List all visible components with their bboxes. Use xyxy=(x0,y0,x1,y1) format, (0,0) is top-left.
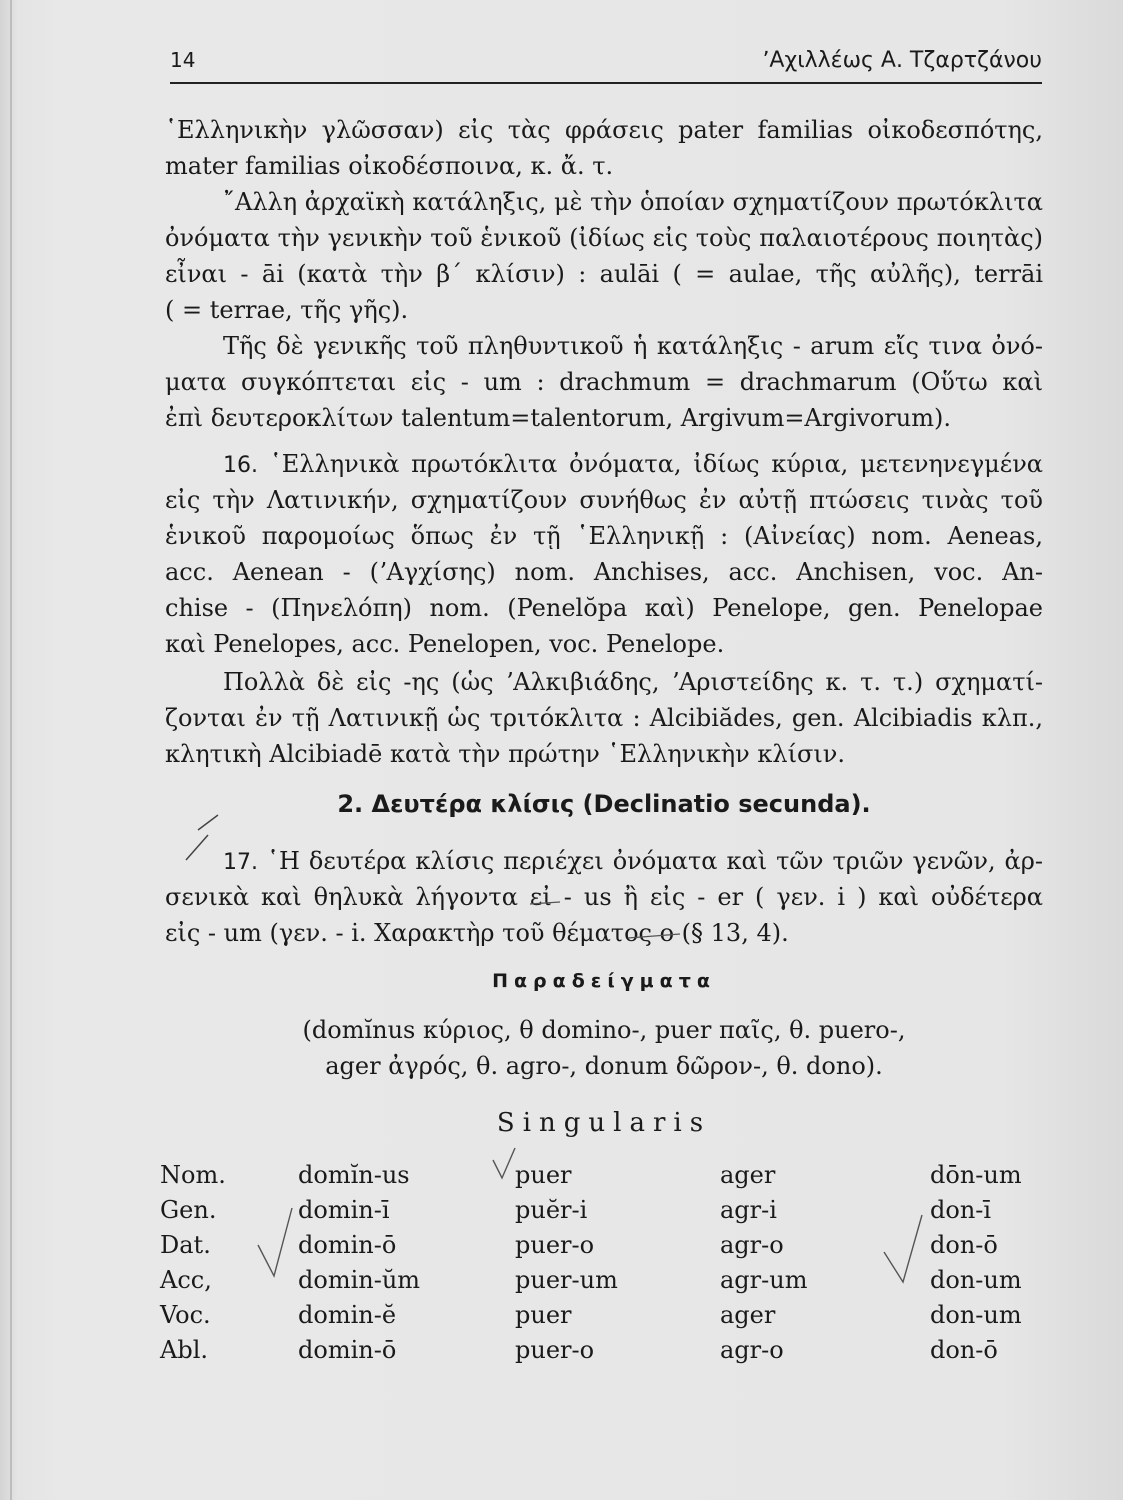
text-line: ζονται ἐν τῇ Λατινικῇ ὡς τριτόκλιτα : Alcibiădes, gen. Alcibiadis κλπ., xyxy=(165,704,1043,732)
text-line: εἶναι - āi (κατὰ τὴν β΄ κλίσιν) : aulāi ( = aulae, τῆς αὐλῆς), terrāi xyxy=(165,260,1043,288)
section-number: 16. xyxy=(223,453,258,478)
text-line: ὀνόματα τὴν γενικὴν τοῦ ἑνικοῦ (ἰδίως εἰς τοὺς παλαιοτέρους ποιητὰς) xyxy=(165,224,1043,252)
puer-form: puer xyxy=(515,1301,572,1329)
donum-form: dōn-um xyxy=(930,1161,1022,1189)
puer-form: puer-o xyxy=(515,1231,595,1259)
text-line: ἐπὶ δευτεροκλίτων talentum=talentorum, Argivum=Argivorum). xyxy=(165,404,951,432)
donum-form: don-ō xyxy=(930,1231,998,1259)
ager-form: ager xyxy=(720,1301,776,1329)
ager-form: agr-um xyxy=(720,1266,808,1294)
case-label: Acc, xyxy=(160,1266,212,1294)
text-line: Τῆς δὲ γενικῆς τοῦ πληθυντικοῦ ἡ κατάληξις - arum εἴς τινα ὀνό- xyxy=(223,332,1043,360)
text-line: acc. Aenean - (ʼΑγχίσης) nom. Anchises, acc. Anchisen, voc. An- xyxy=(165,558,1043,586)
text-span: ῾Ελληνικὰ πρωτόκλιτα ὀνόματα, ἰδίως κύρια, μετενηνεγμένα xyxy=(269,450,1043,478)
dominus-form: domin-ō xyxy=(298,1231,397,1259)
text-line: Πολλὰ δὲ εἰς -ης (ὡς ʼΑλκιβιάδης, ʼΑριστείδης κ. τ. τ.) σχηματί- xyxy=(223,668,1043,696)
text-line: καὶ Penelopes, acc. Penelopen, voc. Penelope. xyxy=(165,630,725,658)
dominus-form: domin-ĕ xyxy=(298,1301,397,1329)
table-row xyxy=(160,1158,1045,1193)
section-heading: 2. Δευτέρα κλίσις (Declinatio secunda). xyxy=(337,790,871,818)
table-row xyxy=(160,1333,1045,1368)
puer-form: puĕr-i xyxy=(515,1196,588,1224)
donum-form: don-um xyxy=(930,1266,1022,1294)
case-label: Dat. xyxy=(160,1231,211,1259)
dominus-form: domin-ŭm xyxy=(298,1266,421,1294)
page-edge xyxy=(10,0,12,1500)
main-text xyxy=(165,112,1043,772)
table-row xyxy=(160,1193,1045,1228)
text-line: εἰς τὴν Λατινικήν, σχηματίζουν συνήθως ἐν αὐτῇ πτώσεις τινὰς τοῦ xyxy=(165,486,1043,514)
puer-form: puer xyxy=(515,1161,572,1189)
text-line: ἑνικοῦ παρομοίως ὅπως ἐν τῇ ῾Ελληνικῇ : (Αἰνείας) nom. Aeneas, xyxy=(165,522,1043,550)
text-line: ματα συγκόπτεται εἰς - um : drachmum = drachmarum (Οὕτω καὶ xyxy=(165,368,1043,396)
case-label: Gen. xyxy=(160,1196,217,1224)
text-line: mater familias οἰκοδέσποινα, κ. ἄ. τ. xyxy=(165,152,614,180)
text-line: εἰς - um (γεν. - i. Χαρακτὴρ τοῦ θέματος o (§ 13, 4). xyxy=(165,919,789,947)
text-line: κλητικὴ Alcibiadē κατὰ τὴν πρώτην ῾Ελληνικὴν κλίσιν. xyxy=(165,740,846,768)
ager-form: agr-i xyxy=(720,1196,777,1224)
dominus-form: domĭn-us xyxy=(298,1161,410,1189)
ager-form: agr-o xyxy=(720,1336,784,1364)
dominus-form: domin-ō xyxy=(298,1336,397,1364)
text-line: chise - (Πηνελόπη) nom. (Penelŏpa καὶ) Penelope, gen. Penelopae xyxy=(165,594,1043,622)
case-label: Voc. xyxy=(160,1301,211,1329)
ager-form: ager xyxy=(720,1161,776,1189)
donum-form: don-ī xyxy=(930,1196,992,1224)
table-title: Singularis xyxy=(496,1108,712,1138)
examples-heading: Παραδείγματα xyxy=(492,970,716,992)
text-span: ῾Η δευτέρα κλίσις περιέχει ὀνόματα καὶ τῶν τριῶν γενῶν, ἀρ- xyxy=(266,847,1043,875)
section-17-first-line xyxy=(165,843,1043,879)
example-line: ager ἀγρός, θ. agro-, donum δῶρον-, θ. dono). xyxy=(325,1052,883,1080)
table-row xyxy=(160,1228,1045,1263)
case-label: Nom. xyxy=(160,1161,226,1189)
section-16-first-line xyxy=(165,446,1043,482)
ager-form: agr-o xyxy=(720,1231,784,1259)
dominus-form: domin-ī xyxy=(298,1196,390,1224)
table-row xyxy=(160,1263,1045,1298)
section-17-text xyxy=(165,843,1043,951)
text-line: ( = terrae, τῆς γῆς). xyxy=(165,296,409,324)
section-number: 17. xyxy=(223,850,258,875)
page-header xyxy=(170,44,1042,84)
text-line: ῾Ελληνικὴν γλῶσσαν) εἰς τὰς φράσεις pater familias οἰκοδεσπότης, xyxy=(165,116,1043,144)
puer-form: puer-um xyxy=(515,1266,618,1294)
text-line: σενικὰ καὶ θηλυκὰ λήγοντα εἰ - us ἢ εἰς - er ( γεν. i ) καὶ οὐδέτερα xyxy=(165,883,1043,911)
running-title: ʼΑχιλλέως Α. Τζαρτζάνου xyxy=(762,48,1042,73)
page-number: 14 xyxy=(170,48,196,72)
donum-form: don-ō xyxy=(930,1336,998,1364)
puer-form: puer-o xyxy=(515,1336,595,1364)
examples-block xyxy=(165,1012,1043,1084)
text-line: ῎Αλλη ἀρχαϊκὴ κατάληξις, μὲ τὴν ὁποίαν σχηματίζουν πρωτόκλιτα xyxy=(223,188,1043,216)
table-row xyxy=(160,1298,1045,1333)
donum-form: don-um xyxy=(930,1301,1022,1329)
example-line: (domĭnus κύριος, θ domino-, puer παῖς, θ. puero-, xyxy=(302,1016,906,1044)
case-label: Abl. xyxy=(160,1336,208,1364)
declension-table xyxy=(160,1158,1045,1368)
